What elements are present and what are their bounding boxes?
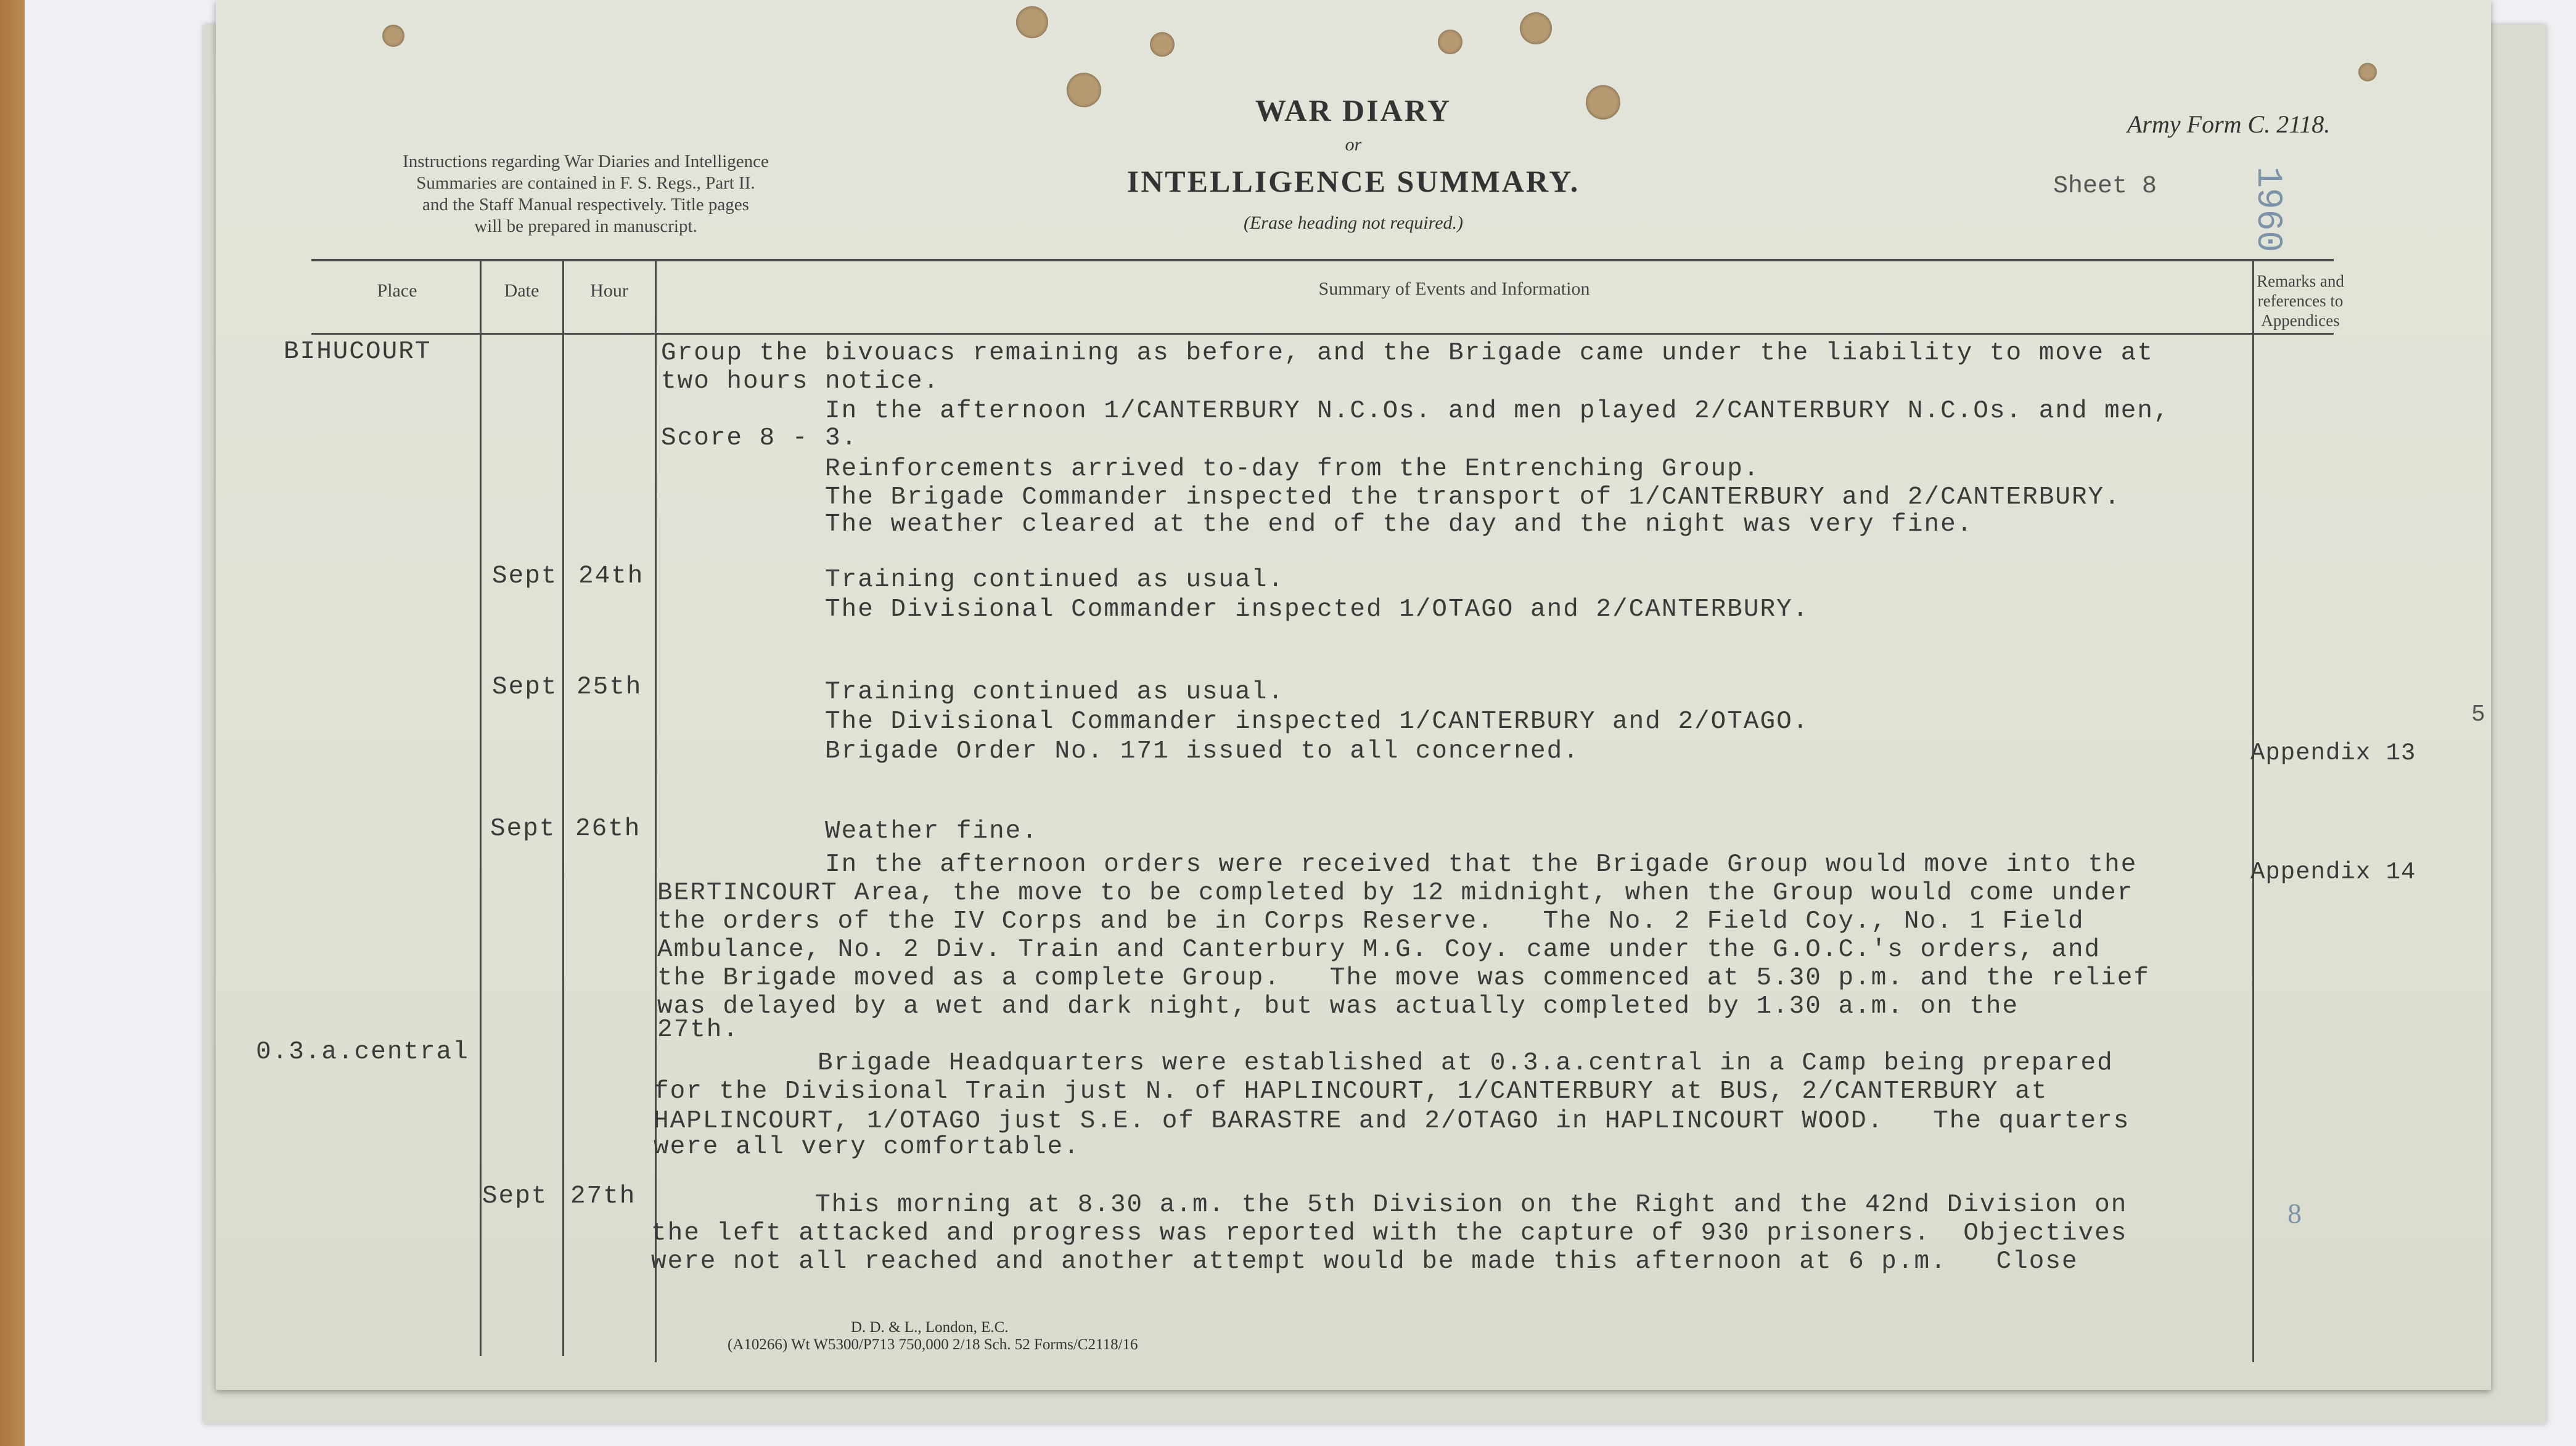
summary-line: Training continued as usual. xyxy=(661,678,1284,706)
summary-line: BERTINCOURT Area, the move to be completed by 12 midnight, when the Group would come under xyxy=(657,879,2134,907)
date-month: Sept xyxy=(492,562,558,590)
place-entry: BIHUCOURT xyxy=(284,338,432,366)
instructions-line: Summaries are contained in F. S. Regs., Part II. xyxy=(416,173,755,193)
column-divider xyxy=(480,259,482,1356)
form-reference: (A10266) Wt W5300/P713 750,000 2/18 Sch. 52 Forms/C2118/16 xyxy=(728,1336,1138,1353)
summary-line: the orders of the IV Corps and be in Corps Reserve. The No. 2 Field Coy., No. 1 Field xyxy=(657,907,2085,936)
date-day: 26th xyxy=(575,815,641,843)
header-bottom-rule xyxy=(311,333,2334,335)
punch-hole xyxy=(1520,12,1552,44)
remarks-header-line: Appendices xyxy=(2261,311,2340,330)
summary-line: the Brigade moved as a complete Group. The move was commenced at 5.30 p.m. and the relief xyxy=(657,964,2150,992)
summary-line: The weather cleared at the end of the day and the night was very fine. xyxy=(661,510,1974,539)
column-header-hour: Hour xyxy=(590,280,628,301)
war-diary-page xyxy=(216,0,2491,1390)
punch-hole xyxy=(1438,30,1462,54)
summary-line: 27th. xyxy=(657,1016,740,1044)
summary-line: The Divisional Commander inspected 1/CANTERBURY and 2/OTAGO. xyxy=(661,708,1810,736)
summary-line: In the afternoon 1/CANTERBURY N.C.Os. and men played 2/CANTERBURY N.C.Os. and men, xyxy=(661,397,2170,425)
date-day: 27th xyxy=(570,1182,636,1211)
punch-hole xyxy=(2358,63,2377,81)
column-header-date: Date xyxy=(504,280,539,301)
appendix-reference: Appendix 13 xyxy=(2250,740,2416,767)
summary-line: the left attacked and progress was reported with the capture of 930 prisoners. Objectives xyxy=(651,1219,2128,1248)
summary-line: were not all reached and another attempt would be made this afternoon at 6 p.m. Close xyxy=(651,1248,2078,1276)
summary-line: Ambulance, No. 2 Div. Train and Canterbury M.G. Coy. came under the G.O.C.'s orders, and xyxy=(657,936,2101,964)
title-war-diary: WAR DIARY xyxy=(1255,93,1452,128)
margin-note: 5 xyxy=(2471,701,2485,728)
summary-line: Group the bivouacs remaining as before, and the Brigade came under the liability to move at xyxy=(661,339,2154,367)
punch-hole xyxy=(1016,6,1048,38)
summary-line: HAPLINCOURT, 1/OTAGO just S.E. of BARASTRE and 2/OTAGO in HAPLINCOURT WOOD. The quarters xyxy=(654,1107,2130,1135)
date-month: Sept xyxy=(490,815,556,843)
title-or: or xyxy=(1345,134,1362,155)
instructions-line: Instructions regarding War Diaries and Intelligence xyxy=(403,152,769,171)
summary-line: were all very comfortable. xyxy=(654,1133,1080,1161)
summary-line: Brigade Headquarters were established at 0.3.a.central in a Camp being prepared xyxy=(654,1049,2114,1077)
date-day: 24th xyxy=(578,562,644,590)
summary-line: two hours notice. xyxy=(661,367,940,396)
summary-line: for the Divisional Train just N. of HAPLINCOURT, 1/CANTERBURY at BUS, 2/CANTERBURY at xyxy=(654,1077,2048,1106)
date-month: Sept xyxy=(482,1182,548,1211)
column-divider xyxy=(562,259,564,1356)
archive-stamp: 1960 xyxy=(2247,166,2287,253)
date-month: Sept xyxy=(492,673,558,701)
summary-line: Weather fine. xyxy=(661,817,1038,846)
summary-line: was delayed by a wet and dark night, but was actually completed by 1.30 a.m. on the xyxy=(657,992,2019,1021)
place-entry: 0.3.a.central xyxy=(256,1038,469,1066)
printer-imprint: D. D. & L., London, E.C. xyxy=(851,1319,1009,1336)
instructions-line: and the Staff Manual respectively. Title pages xyxy=(422,195,749,214)
summary-line: The Divisional Commander inspected 1/OTAGO and 2/CANTERBURY. xyxy=(661,595,1810,624)
column-header-remarks xyxy=(2254,271,2347,330)
date-day: 25th xyxy=(576,673,642,701)
remarks-header-line: Remarks and xyxy=(2257,272,2344,290)
column-header-summary: Summary of Events and Information xyxy=(1318,279,1590,299)
summary-line: Training continued as usual. xyxy=(661,566,1284,594)
summary-line: Reinforcements arrived to-day from the Entrenching Group. xyxy=(661,455,1760,483)
column-divider xyxy=(2252,259,2254,1362)
summary-line: This morning at 8.30 a.m. the 5th Division on the Right and the 42nd Division on xyxy=(651,1191,2128,1219)
erase-heading-note: (Erase heading not required.) xyxy=(1243,213,1464,233)
summary-line: The Brigade Commander inspected the transport of 1/CANTERBURY and 2/CANTERBURY. xyxy=(661,483,2121,512)
table-top-rule xyxy=(311,259,2334,261)
sheet-number: Sheet 8 xyxy=(2053,173,2157,200)
remarks-header-line: references to xyxy=(2257,292,2344,310)
instructions-line: will be prepared in manuscript. xyxy=(474,216,697,236)
margin-note: 8 xyxy=(2287,1198,2302,1229)
army-form-number: Army Form C. 2118. xyxy=(2127,110,2331,138)
appendix-reference: Appendix 14 xyxy=(2250,859,2416,886)
punch-hole xyxy=(382,25,404,47)
punch-hole xyxy=(1150,32,1175,57)
title-intelligence-summary: INTELLIGENCE SUMMARY. xyxy=(1126,164,1580,198)
summary-line: In the afternoon orders were received that the Brigade Group would move into the xyxy=(661,851,2138,879)
summary-line: Brigade Order No. 171 issued to all concerned. xyxy=(661,737,1580,766)
summary-line: Score 8 - 3. xyxy=(661,424,858,452)
column-header-place: Place xyxy=(377,280,417,301)
